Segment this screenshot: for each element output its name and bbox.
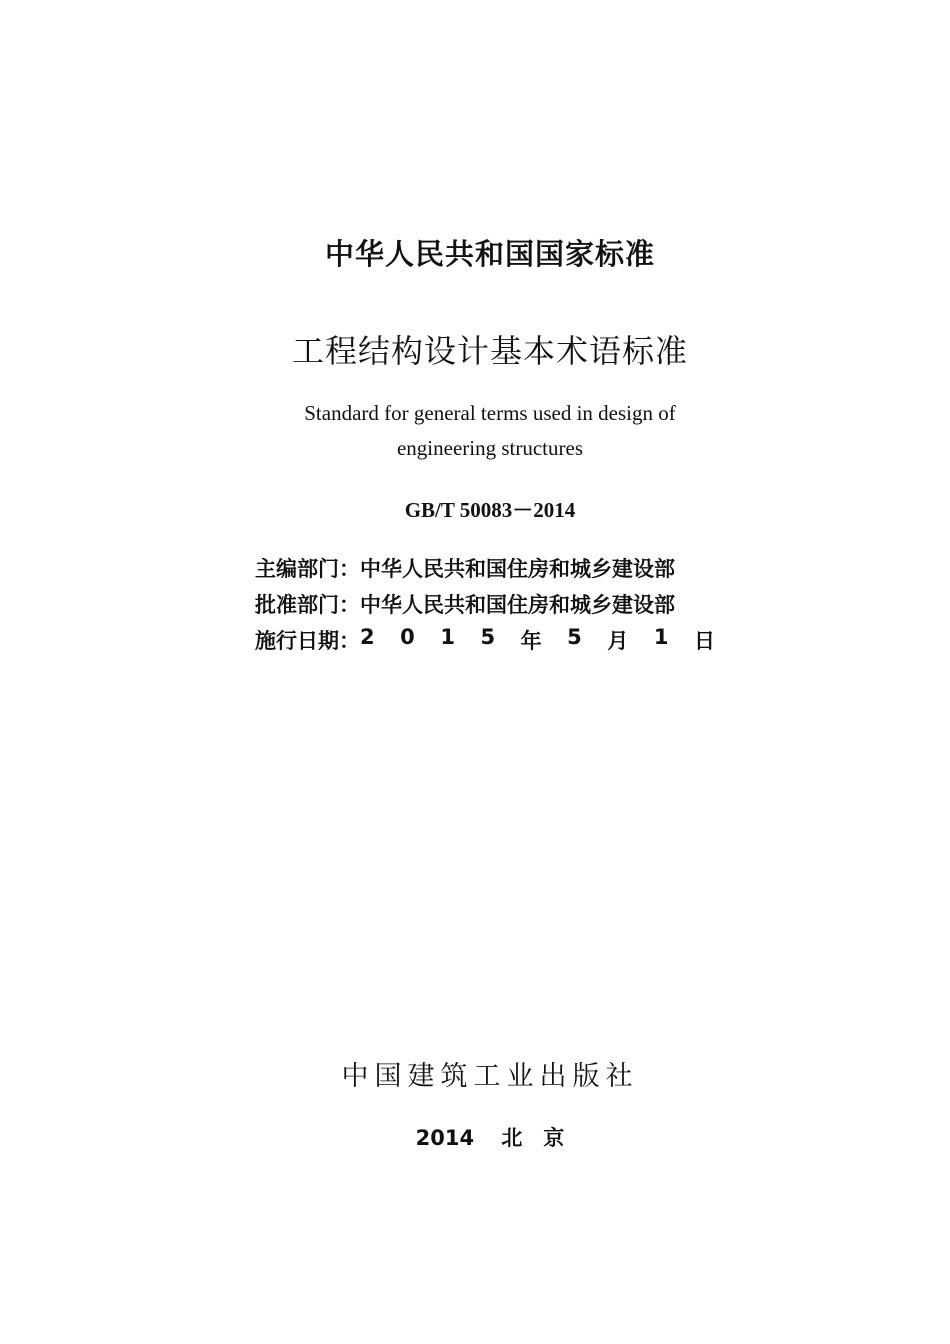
- date-part: 1: [653, 625, 669, 649]
- approver-label: 批准部门：: [255, 593, 360, 617]
- publication-city: 北 京: [501, 1126, 565, 1150]
- date-value: [360, 625, 715, 655]
- approver-row: [255, 586, 735, 622]
- standard-category: 中华人民共和国国家标准: [324, 237, 655, 271]
- publication-year: 2014: [415, 1126, 475, 1150]
- publication-line: [15, 1122, 950, 1152]
- info-block: [255, 550, 735, 658]
- date-part: 5: [480, 625, 496, 649]
- date-part: 日: [694, 629, 715, 653]
- date-part: 年: [520, 629, 542, 653]
- standard-code: GB/T 50083－2014: [404, 498, 576, 522]
- editor-label: 主编部门：: [255, 557, 360, 581]
- date-part: 1: [440, 625, 455, 649]
- publisher-name: 中国建筑工业出版社: [341, 1061, 639, 1092]
- date-part: 5: [567, 625, 582, 649]
- approver-value: 中华人民共和国住房和城乡建设部: [360, 593, 675, 617]
- date-part: 0: [400, 625, 415, 649]
- editor-value: 中华人民共和国住房和城乡建设部: [360, 557, 675, 581]
- date-row: [255, 622, 735, 658]
- title-english-line-1: Standard for general terms used in design of: [304, 401, 676, 425]
- title-chinese: 工程结构设计基本术语标准: [291, 332, 688, 370]
- title-english-line-2: engineering structures: [396, 436, 584, 460]
- date-part: 月: [607, 629, 629, 653]
- date-part: 2: [360, 625, 375, 649]
- editor-row: [255, 550, 735, 586]
- title-english: [15, 396, 950, 466]
- date-label: 施行日期：: [255, 629, 360, 653]
